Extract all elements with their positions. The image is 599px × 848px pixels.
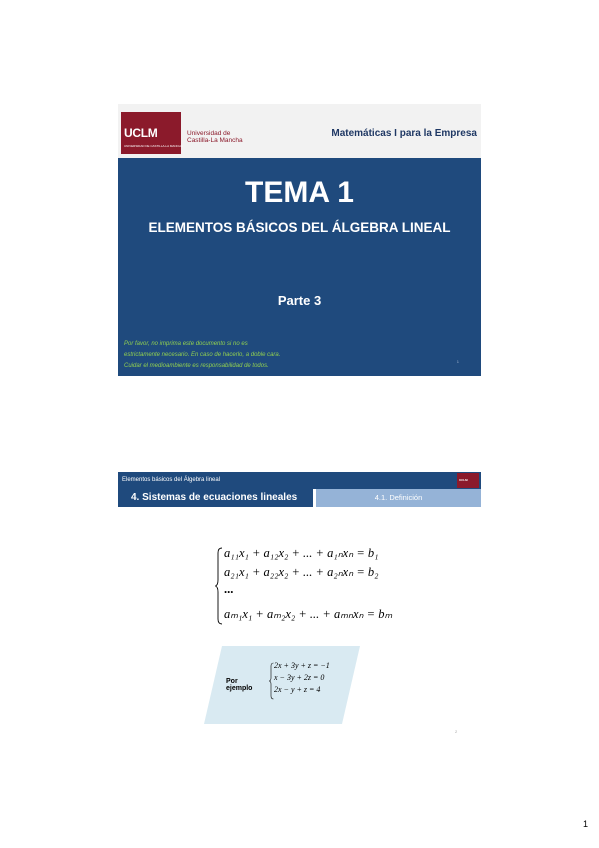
uclm-logo-subtext: UNIVERSIDAD DE CASTILLA-LA MANCHA: [124, 144, 183, 148]
slide-header-text: Elementos básicos del Álgebra lineal: [122, 477, 221, 483]
slide-header-bar: [118, 472, 481, 489]
content-slide: [118, 470, 481, 742]
system-equation-2: a₂₁x₁ + a₂₂x₂ + ... + a₂ₙxₙ = b₂: [224, 565, 379, 579]
note-line-2: estrictamente necesario. En caso de hacerlo, a doble cara.: [124, 352, 281, 358]
system-ellipsis: ...: [224, 582, 234, 596]
section-title: 4. Sistemas de ecuaciones lineales: [131, 492, 298, 503]
uclm-mini-logo-text: UCLM: [459, 478, 468, 482]
environment-note: [124, 339, 374, 372]
slide-number: 1: [456, 359, 459, 364]
note-line-1: Por favor, no imprima este documento si no es: [124, 341, 248, 347]
system-brace-icon: [215, 547, 223, 625]
course-title: Matemáticas I para la Empresa: [331, 128, 477, 139]
uclm-mini-logo: [457, 473, 479, 488]
slide-header-band: [118, 104, 481, 158]
note-line-3: Cuidar el medioambiente es responsabilidad de todos.: [124, 363, 269, 369]
example-equation-2: x − 3y + 2z = 0: [274, 673, 325, 682]
example-equation-3: 2x − y + z = 4: [274, 685, 321, 694]
slide-title: TEMA 1: [245, 176, 354, 209]
example-label: Por ejemplo: [226, 678, 253, 692]
system-equation-1: a₁₁x₁ + a₁₂x₂ + ... + a₁ₙxₙ = b₁: [224, 546, 379, 560]
uclm-logo-text: UCLM: [124, 126, 158, 140]
university-line-2: Castilla-La Mancha: [187, 137, 243, 144]
title-slide: [118, 104, 481, 376]
part-label: Parte 3: [277, 293, 322, 308]
subsection-title: 4.1. Definición: [374, 493, 423, 502]
slide-subtitle: ELEMENTOS BÁSICOS DEL ÁLGEBRA LINEAL: [148, 220, 451, 235]
system-equation-m: aₘ₁x₁ + aₘ₂x₂ + ... + aₘₙxₙ = bₘ: [224, 607, 393, 621]
uclm-logo: [121, 112, 181, 154]
example-equation-1: 2x + 3y + z = −1: [274, 661, 330, 670]
slide-number: 2: [455, 729, 458, 734]
university-line-1: Universidad de: [187, 130, 231, 137]
page-number: 1: [583, 819, 589, 829]
section-title-box: [118, 489, 313, 507]
subsection-title-box: [316, 489, 481, 507]
university-name: [187, 130, 243, 144]
